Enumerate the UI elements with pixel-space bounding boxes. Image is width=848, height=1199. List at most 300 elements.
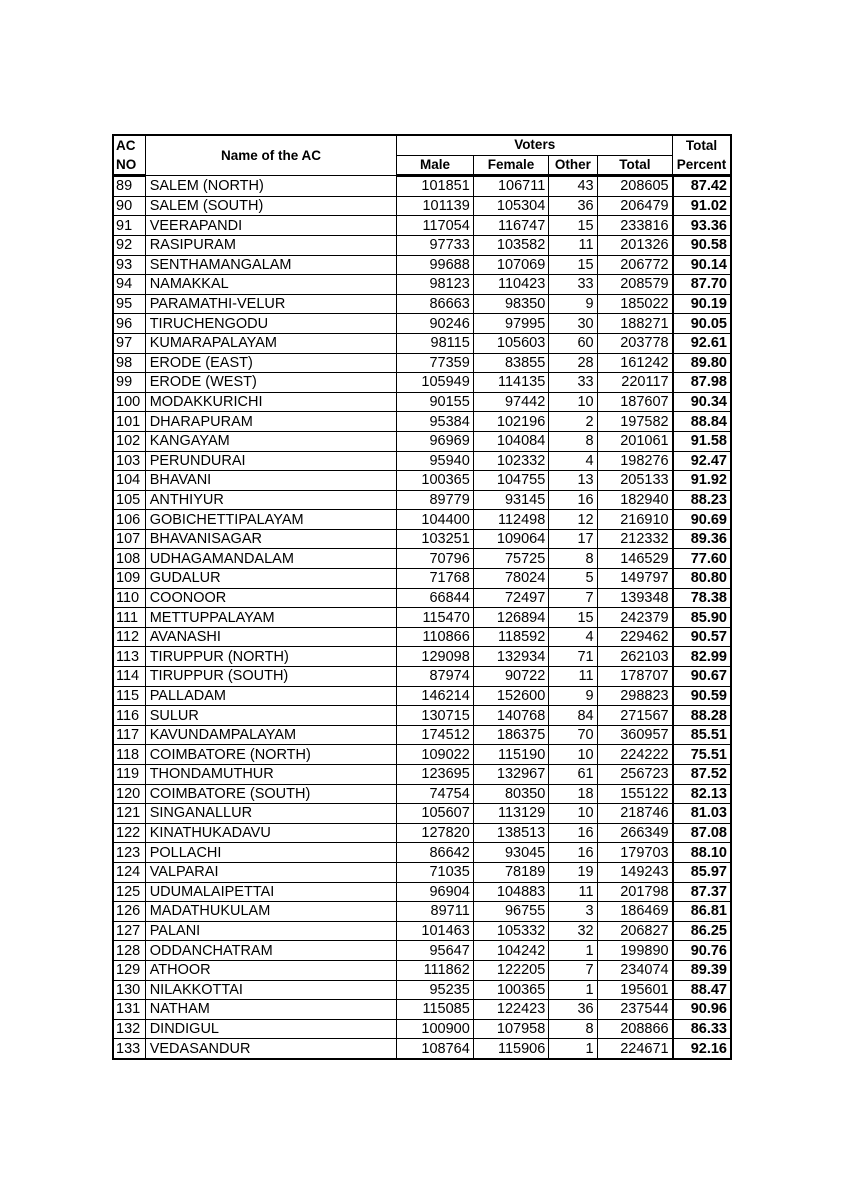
cell-ac-name: METTUPPALAYAM bbox=[145, 608, 397, 628]
cell-ac-name: THONDAMUTHUR bbox=[145, 765, 397, 785]
cell-male: 111862 bbox=[397, 960, 473, 980]
cell-ac-no: 118 bbox=[113, 745, 145, 765]
cell-ac-no: 117 bbox=[113, 725, 145, 745]
cell-total: 187607 bbox=[597, 392, 673, 412]
cell-total: 206479 bbox=[597, 196, 673, 216]
cell-male: 127820 bbox=[397, 823, 473, 843]
cell-ac-name: SULUR bbox=[145, 706, 397, 726]
cell-percent: 90.57 bbox=[673, 627, 731, 647]
table-row bbox=[113, 529, 731, 549]
cell-male: 95384 bbox=[397, 412, 473, 432]
cell-ac-no: 93 bbox=[113, 255, 145, 275]
cell-ac-name: VEDASANDUR bbox=[145, 1039, 397, 1059]
cell-ac-no: 130 bbox=[113, 980, 145, 1000]
header-ac-no-line2: NO bbox=[113, 155, 145, 176]
cell-male: 90246 bbox=[397, 314, 473, 334]
cell-male: 117054 bbox=[397, 216, 473, 236]
cell-other: 61 bbox=[549, 765, 597, 785]
cell-ac-no: 100 bbox=[113, 392, 145, 412]
table-row bbox=[113, 1019, 731, 1039]
cell-male: 98123 bbox=[397, 275, 473, 295]
cell-female: 97995 bbox=[473, 314, 548, 334]
header-other: Other bbox=[549, 155, 597, 176]
cell-ac-name: COIMBATORE (NORTH) bbox=[145, 745, 397, 765]
cell-ac-no: 95 bbox=[113, 294, 145, 314]
cell-female: 72497 bbox=[473, 588, 548, 608]
cell-ac-no: 94 bbox=[113, 275, 145, 295]
cell-ac-no: 96 bbox=[113, 314, 145, 334]
cell-ac-name: GUDALUR bbox=[145, 569, 397, 589]
cell-total: 155122 bbox=[597, 784, 673, 804]
cell-ac-no: 106 bbox=[113, 510, 145, 530]
cell-percent: 90.05 bbox=[673, 314, 731, 334]
cell-ac-no: 119 bbox=[113, 765, 145, 785]
cell-ac-no: 98 bbox=[113, 353, 145, 373]
cell-other: 2 bbox=[549, 412, 597, 432]
cell-female: 107958 bbox=[473, 1019, 548, 1039]
cell-ac-no: 102 bbox=[113, 431, 145, 451]
cell-ac-name: TIRUPPUR (NORTH) bbox=[145, 647, 397, 667]
cell-other: 15 bbox=[549, 216, 597, 236]
table-row bbox=[113, 333, 731, 353]
cell-female: 96755 bbox=[473, 902, 548, 922]
cell-total: 186469 bbox=[597, 902, 673, 922]
cell-percent: 91.92 bbox=[673, 471, 731, 491]
table-row bbox=[113, 275, 731, 295]
cell-percent: 75.51 bbox=[673, 745, 731, 765]
cell-male: 103251 bbox=[397, 529, 473, 549]
cell-other: 70 bbox=[549, 725, 597, 745]
cell-other: 36 bbox=[549, 1000, 597, 1020]
cell-ac-name: BHAVANI bbox=[145, 471, 397, 491]
cell-percent: 88.23 bbox=[673, 490, 731, 510]
cell-ac-name: GOBICHETTIPALAYAM bbox=[145, 510, 397, 530]
cell-ac-no: 120 bbox=[113, 784, 145, 804]
cell-ac-name: AVANASHI bbox=[145, 627, 397, 647]
cell-total: 233816 bbox=[597, 216, 673, 236]
cell-female: 105603 bbox=[473, 333, 548, 353]
cell-male: 97733 bbox=[397, 235, 473, 255]
cell-other: 8 bbox=[549, 549, 597, 569]
cell-total: 203778 bbox=[597, 333, 673, 353]
header-total-percent-line2: Percent bbox=[673, 155, 731, 176]
cell-percent: 90.58 bbox=[673, 235, 731, 255]
cell-female: 116747 bbox=[473, 216, 548, 236]
cell-male: 95940 bbox=[397, 451, 473, 471]
cell-percent: 91.58 bbox=[673, 431, 731, 451]
cell-male: 74754 bbox=[397, 784, 473, 804]
cell-male: 105949 bbox=[397, 373, 473, 393]
cell-male: 129098 bbox=[397, 647, 473, 667]
cell-total: 199890 bbox=[597, 941, 673, 961]
cell-ac-name: ATHOOR bbox=[145, 960, 397, 980]
cell-other: 43 bbox=[549, 176, 597, 197]
cell-percent: 88.84 bbox=[673, 412, 731, 432]
cell-total: 139348 bbox=[597, 588, 673, 608]
cell-ac-name: KANGAYAM bbox=[145, 431, 397, 451]
cell-percent: 88.28 bbox=[673, 706, 731, 726]
cell-ac-no: 115 bbox=[113, 686, 145, 706]
table-row bbox=[113, 1039, 731, 1059]
cell-male: 101463 bbox=[397, 921, 473, 941]
cell-male: 110866 bbox=[397, 627, 473, 647]
cell-percent: 87.37 bbox=[673, 882, 731, 902]
table-row bbox=[113, 960, 731, 980]
cell-female: 126894 bbox=[473, 608, 548, 628]
cell-ac-name: KINATHUKADAVU bbox=[145, 823, 397, 843]
cell-ac-name: PARAMATHI-VELUR bbox=[145, 294, 397, 314]
cell-ac-name: UDHAGAMANDALAM bbox=[145, 549, 397, 569]
cell-percent: 90.69 bbox=[673, 510, 731, 530]
cell-percent: 86.25 bbox=[673, 921, 731, 941]
cell-ac-no: 99 bbox=[113, 373, 145, 393]
cell-female: 113129 bbox=[473, 804, 548, 824]
table-row bbox=[113, 667, 731, 687]
cell-male: 146214 bbox=[397, 686, 473, 706]
cell-total: 197582 bbox=[597, 412, 673, 432]
cell-male: 101139 bbox=[397, 196, 473, 216]
cell-other: 4 bbox=[549, 627, 597, 647]
table-row bbox=[113, 392, 731, 412]
cell-female: 132934 bbox=[473, 647, 548, 667]
cell-female: 186375 bbox=[473, 725, 548, 745]
cell-total: 188271 bbox=[597, 314, 673, 334]
cell-ac-no: 128 bbox=[113, 941, 145, 961]
cell-female: 93145 bbox=[473, 490, 548, 510]
cell-other: 1 bbox=[549, 941, 597, 961]
cell-ac-no: 101 bbox=[113, 412, 145, 432]
cell-total: 298823 bbox=[597, 686, 673, 706]
cell-ac-no: 92 bbox=[113, 235, 145, 255]
cell-percent: 91.02 bbox=[673, 196, 731, 216]
cell-other: 9 bbox=[549, 686, 597, 706]
cell-total: 149243 bbox=[597, 862, 673, 882]
table-row bbox=[113, 765, 731, 785]
cell-total: 206827 bbox=[597, 921, 673, 941]
cell-ac-no: 114 bbox=[113, 667, 145, 687]
cell-total: 178707 bbox=[597, 667, 673, 687]
cell-total: 208579 bbox=[597, 275, 673, 295]
cell-ac-no: 116 bbox=[113, 706, 145, 726]
cell-ac-no: 109 bbox=[113, 569, 145, 589]
cell-other: 1 bbox=[549, 980, 597, 1000]
table-row bbox=[113, 902, 731, 922]
cell-female: 132967 bbox=[473, 765, 548, 785]
cell-total: 208605 bbox=[597, 176, 673, 197]
cell-ac-name: KAVUNDAMPALAYAM bbox=[145, 725, 397, 745]
cell-total: 229462 bbox=[597, 627, 673, 647]
header-voters: Voters bbox=[397, 135, 673, 155]
cell-male: 87974 bbox=[397, 667, 473, 687]
cell-percent: 87.08 bbox=[673, 823, 731, 843]
table-row bbox=[113, 725, 731, 745]
cell-ac-name: NILAKKOTTAI bbox=[145, 980, 397, 1000]
table-row bbox=[113, 451, 731, 471]
cell-percent: 82.13 bbox=[673, 784, 731, 804]
cell-total: 212332 bbox=[597, 529, 673, 549]
cell-total: 201061 bbox=[597, 431, 673, 451]
cell-female: 90722 bbox=[473, 667, 548, 687]
cell-female: 104084 bbox=[473, 431, 548, 451]
cell-female: 93045 bbox=[473, 843, 548, 863]
cell-male: 100365 bbox=[397, 471, 473, 491]
cell-male: 90155 bbox=[397, 392, 473, 412]
cell-female: 104242 bbox=[473, 941, 548, 961]
cell-female: 115190 bbox=[473, 745, 548, 765]
cell-other: 15 bbox=[549, 608, 597, 628]
cell-other: 17 bbox=[549, 529, 597, 549]
cell-other: 16 bbox=[549, 823, 597, 843]
table-row bbox=[113, 784, 731, 804]
header-ac-no-line1: AC bbox=[113, 135, 145, 155]
cell-other: 3 bbox=[549, 902, 597, 922]
cell-ac-no: 124 bbox=[113, 862, 145, 882]
cell-other: 7 bbox=[549, 960, 597, 980]
cell-other: 16 bbox=[549, 843, 597, 863]
cell-other: 10 bbox=[549, 745, 597, 765]
cell-male: 99688 bbox=[397, 255, 473, 275]
cell-ac-no: 111 bbox=[113, 608, 145, 628]
cell-percent: 77.60 bbox=[673, 549, 731, 569]
cell-female: 80350 bbox=[473, 784, 548, 804]
cell-ac-no: 112 bbox=[113, 627, 145, 647]
cell-ac-no: 105 bbox=[113, 490, 145, 510]
cell-female: 100365 bbox=[473, 980, 548, 1000]
cell-percent: 85.51 bbox=[673, 725, 731, 745]
cell-female: 97442 bbox=[473, 392, 548, 412]
cell-ac-name: BHAVANISAGAR bbox=[145, 529, 397, 549]
cell-ac-name: ODDANCHATRAM bbox=[145, 941, 397, 961]
cell-other: 8 bbox=[549, 1019, 597, 1039]
cell-other: 33 bbox=[549, 373, 597, 393]
cell-percent: 92.16 bbox=[673, 1039, 731, 1059]
cell-percent: 89.80 bbox=[673, 353, 731, 373]
cell-ac-name: UDUMALAIPETTAI bbox=[145, 882, 397, 902]
table-row bbox=[113, 980, 731, 1000]
cell-total: 205133 bbox=[597, 471, 673, 491]
cell-ac-no: 131 bbox=[113, 1000, 145, 1020]
cell-percent: 90.34 bbox=[673, 392, 731, 412]
cell-other: 1 bbox=[549, 1039, 597, 1059]
cell-female: 98350 bbox=[473, 294, 548, 314]
cell-male: 71768 bbox=[397, 569, 473, 589]
cell-other: 71 bbox=[549, 647, 597, 667]
cell-other: 7 bbox=[549, 588, 597, 608]
cell-ac-name: SENTHAMANGALAM bbox=[145, 255, 397, 275]
cell-other: 13 bbox=[549, 471, 597, 491]
cell-other: 4 bbox=[549, 451, 597, 471]
cell-total: 179703 bbox=[597, 843, 673, 863]
cell-ac-no: 107 bbox=[113, 529, 145, 549]
cell-ac-name: COONOOR bbox=[145, 588, 397, 608]
cell-ac-no: 129 bbox=[113, 960, 145, 980]
cell-ac-name: MADATHUKULAM bbox=[145, 902, 397, 922]
cell-percent: 87.98 bbox=[673, 373, 731, 393]
cell-male: 66844 bbox=[397, 588, 473, 608]
cell-percent: 86.33 bbox=[673, 1019, 731, 1039]
cell-total: 220117 bbox=[597, 373, 673, 393]
cell-ac-name: DINDIGUL bbox=[145, 1019, 397, 1039]
cell-percent: 93.36 bbox=[673, 216, 731, 236]
cell-other: 12 bbox=[549, 510, 597, 530]
table-row bbox=[113, 882, 731, 902]
cell-female: 102196 bbox=[473, 412, 548, 432]
table-row bbox=[113, 471, 731, 491]
table-row bbox=[113, 373, 731, 393]
cell-male: 86642 bbox=[397, 843, 473, 863]
cell-total: 266349 bbox=[597, 823, 673, 843]
cell-male: 96969 bbox=[397, 431, 473, 451]
cell-ac-no: 125 bbox=[113, 882, 145, 902]
table-row bbox=[113, 255, 731, 275]
cell-total: 271567 bbox=[597, 706, 673, 726]
cell-ac-no: 122 bbox=[113, 823, 145, 843]
cell-female: 122423 bbox=[473, 1000, 548, 1020]
cell-other: 18 bbox=[549, 784, 597, 804]
cell-percent: 81.03 bbox=[673, 804, 731, 824]
cell-male: 101851 bbox=[397, 176, 473, 197]
cell-percent: 78.38 bbox=[673, 588, 731, 608]
cell-percent: 90.96 bbox=[673, 1000, 731, 1020]
cell-total: 198276 bbox=[597, 451, 673, 471]
cell-total: 208866 bbox=[597, 1019, 673, 1039]
cell-percent: 87.70 bbox=[673, 275, 731, 295]
cell-male: 105607 bbox=[397, 804, 473, 824]
cell-male: 130715 bbox=[397, 706, 473, 726]
header-female: Female bbox=[473, 155, 548, 176]
cell-total: 234074 bbox=[597, 960, 673, 980]
cell-ac-name: TIRUPPUR (SOUTH) bbox=[145, 667, 397, 687]
cell-percent: 88.47 bbox=[673, 980, 731, 1000]
cell-female: 109064 bbox=[473, 529, 548, 549]
cell-ac-name: ERODE (WEST) bbox=[145, 373, 397, 393]
cell-ac-name: SINGANALLUR bbox=[145, 804, 397, 824]
cell-ac-name: NATHAM bbox=[145, 1000, 397, 1020]
cell-total: 237544 bbox=[597, 1000, 673, 1020]
cell-ac-no: 90 bbox=[113, 196, 145, 216]
header-row-top bbox=[113, 135, 731, 155]
cell-other: 8 bbox=[549, 431, 597, 451]
cell-male: 115085 bbox=[397, 1000, 473, 1020]
cell-percent: 92.61 bbox=[673, 333, 731, 353]
cell-ac-name: KUMARAPALAYAM bbox=[145, 333, 397, 353]
cell-female: 118592 bbox=[473, 627, 548, 647]
cell-female: 83855 bbox=[473, 353, 548, 373]
cell-ac-name: PALANI bbox=[145, 921, 397, 941]
cell-ac-no: 110 bbox=[113, 588, 145, 608]
cell-percent: 87.42 bbox=[673, 176, 731, 197]
cell-male: 104400 bbox=[397, 510, 473, 530]
cell-female: 115906 bbox=[473, 1039, 548, 1059]
cell-other: 11 bbox=[549, 235, 597, 255]
cell-other: 10 bbox=[549, 804, 597, 824]
cell-female: 107069 bbox=[473, 255, 548, 275]
cell-male: 71035 bbox=[397, 862, 473, 882]
cell-percent: 80.80 bbox=[673, 569, 731, 589]
cell-other: 28 bbox=[549, 353, 597, 373]
cell-female: 78189 bbox=[473, 862, 548, 882]
cell-other: 11 bbox=[549, 667, 597, 687]
cell-percent: 85.97 bbox=[673, 862, 731, 882]
cell-female: 103582 bbox=[473, 235, 548, 255]
cell-ac-no: 104 bbox=[113, 471, 145, 491]
cell-total: 182940 bbox=[597, 490, 673, 510]
cell-ac-no: 91 bbox=[113, 216, 145, 236]
cell-total: 256723 bbox=[597, 765, 673, 785]
cell-ac-name: TIRUCHENGODU bbox=[145, 314, 397, 334]
table-row bbox=[113, 1000, 731, 1020]
table-row bbox=[113, 176, 731, 197]
cell-female: 138513 bbox=[473, 823, 548, 843]
cell-ac-name: PERUNDURAI bbox=[145, 451, 397, 471]
cell-ac-no: 133 bbox=[113, 1039, 145, 1059]
cell-other: 84 bbox=[549, 706, 597, 726]
cell-female: 114135 bbox=[473, 373, 548, 393]
cell-male: 174512 bbox=[397, 725, 473, 745]
cell-total: 224671 bbox=[597, 1039, 673, 1059]
cell-male: 108764 bbox=[397, 1039, 473, 1059]
cell-ac-no: 132 bbox=[113, 1019, 145, 1039]
cell-other: 30 bbox=[549, 314, 597, 334]
cell-other: 60 bbox=[549, 333, 597, 353]
cell-ac-name: SALEM (SOUTH) bbox=[145, 196, 397, 216]
cell-female: 78024 bbox=[473, 569, 548, 589]
cell-percent: 92.47 bbox=[673, 451, 731, 471]
cell-total: 161242 bbox=[597, 353, 673, 373]
cell-percent: 90.14 bbox=[673, 255, 731, 275]
cell-male: 95235 bbox=[397, 980, 473, 1000]
cell-female: 122205 bbox=[473, 960, 548, 980]
table-row bbox=[113, 608, 731, 628]
cell-ac-name: ERODE (EAST) bbox=[145, 353, 397, 373]
cell-total: 262103 bbox=[597, 647, 673, 667]
cell-female: 152600 bbox=[473, 686, 548, 706]
table-row bbox=[113, 627, 731, 647]
cell-other: 9 bbox=[549, 294, 597, 314]
cell-total: 216910 bbox=[597, 510, 673, 530]
cell-male: 95647 bbox=[397, 941, 473, 961]
cell-female: 110423 bbox=[473, 275, 548, 295]
table-row bbox=[113, 588, 731, 608]
cell-other: 19 bbox=[549, 862, 597, 882]
cell-ac-no: 97 bbox=[113, 333, 145, 353]
cell-ac-name: NAMAKKAL bbox=[145, 275, 397, 295]
cell-percent: 82.99 bbox=[673, 647, 731, 667]
cell-other: 33 bbox=[549, 275, 597, 295]
table-row bbox=[113, 353, 731, 373]
cell-ac-name: MODAKKURICHI bbox=[145, 392, 397, 412]
cell-male: 96904 bbox=[397, 882, 473, 902]
cell-male: 115470 bbox=[397, 608, 473, 628]
cell-ac-no: 127 bbox=[113, 921, 145, 941]
table-row bbox=[113, 431, 731, 451]
cell-total: 218746 bbox=[597, 804, 673, 824]
cell-percent: 90.76 bbox=[673, 941, 731, 961]
cell-other: 36 bbox=[549, 196, 597, 216]
table-row bbox=[113, 823, 731, 843]
cell-male: 77359 bbox=[397, 353, 473, 373]
table-row bbox=[113, 647, 731, 667]
header-total: Total bbox=[597, 155, 673, 176]
table-row bbox=[113, 686, 731, 706]
cell-female: 104883 bbox=[473, 882, 548, 902]
cell-percent: 87.52 bbox=[673, 765, 731, 785]
cell-male: 89779 bbox=[397, 490, 473, 510]
cell-female: 112498 bbox=[473, 510, 548, 530]
table-row bbox=[113, 235, 731, 255]
table-row bbox=[113, 549, 731, 569]
header-name-of-ac: Name of the AC bbox=[145, 135, 397, 176]
